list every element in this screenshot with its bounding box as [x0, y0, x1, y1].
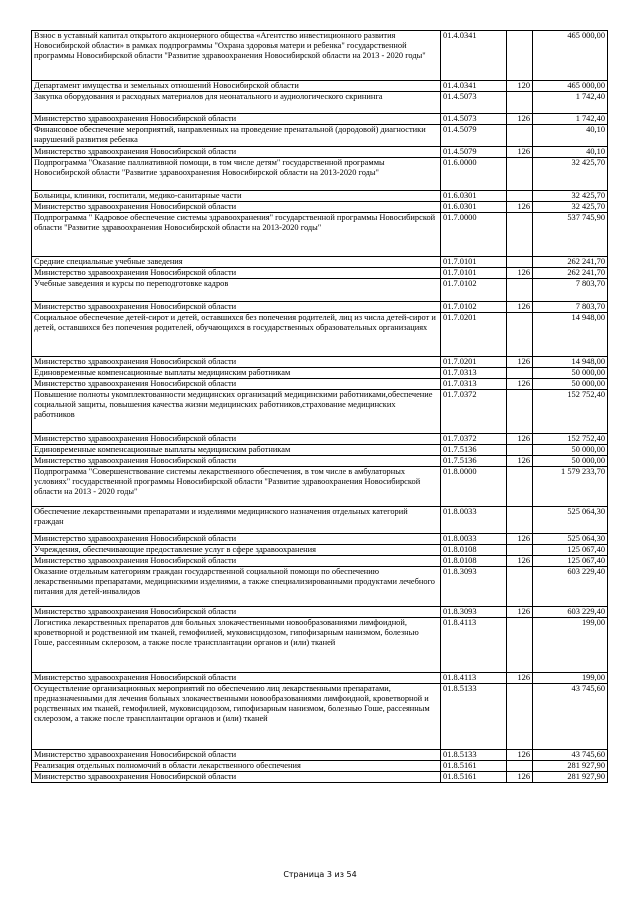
row-expense-type: [507, 257, 533, 268]
row-amount: 199,00: [533, 673, 608, 684]
row-expense-type: 126: [507, 202, 533, 213]
row-name: Министерство здравоохранения Новосибирской области: [32, 607, 441, 618]
row-name: Закупка оборудования и расходных материалов для неонатального и аудиологического скрининга: [32, 92, 441, 114]
row-code: 01.6.0301: [441, 202, 507, 213]
row-amount: 281 927,90: [533, 772, 608, 783]
budget-table: [31, 30, 608, 783]
row-expense-type: 126: [507, 534, 533, 545]
table-row: [32, 673, 608, 684]
row-expense-type: [507, 31, 533, 81]
row-expense-type: [507, 445, 533, 456]
row-name: Учреждения, обеспечивающие предоставление услуг в сфере здравоохранения: [32, 545, 441, 556]
row-code: 01.7.0101: [441, 268, 507, 279]
row-name: Министерство здравоохранения Новосибирской области: [32, 114, 441, 125]
row-amount: 603 229,40: [533, 567, 608, 607]
row-amount: 603 229,40: [533, 607, 608, 618]
row-name: Учебные заведения и курсы по переподготовке кадров: [32, 279, 441, 302]
row-amount: 262 241,70: [533, 257, 608, 268]
row-code: 01.4.5073: [441, 92, 507, 114]
row-code: 01.8.5133: [441, 684, 507, 750]
row-amount: 537 745,90: [533, 213, 608, 257]
row-amount: 152 752,40: [533, 390, 608, 434]
row-expense-type: [507, 158, 533, 191]
table-row: [32, 467, 608, 507]
row-expense-type: 126: [507, 607, 533, 618]
row-name: Оказание отдельным категориям граждан государственной социальной помощи по обеспечению лекарственными препаратами, медицинскими изделиями, а также специализированными продуктами лечебного питания для детей-инвалидов: [32, 567, 441, 607]
row-expense-type: 126: [507, 147, 533, 158]
table-row: [32, 390, 608, 434]
table-row: [32, 268, 608, 279]
table-row: [32, 81, 608, 92]
row-amount: 465 000,00: [533, 81, 608, 92]
table-row: [32, 92, 608, 114]
table-row: [32, 507, 608, 534]
budget-table-body: [32, 31, 608, 783]
row-amount: 32 425,70: [533, 202, 608, 213]
row-expense-type: [507, 213, 533, 257]
row-name: Министерство здравоохранения Новосибирской области: [32, 202, 441, 213]
row-expense-type: 126: [507, 673, 533, 684]
row-name: Министерство здравоохранения Новосибирской области: [32, 750, 441, 761]
table-row: [32, 445, 608, 456]
row-name: Подпрограмма "Совершенствование системы лекарственного обеспечения, в том числе в амбулаторных условиях" государственной программы Новосибирской области "Развитие здравоохранения Новосибирской области на 2013 - 2020 годы": [32, 467, 441, 507]
row-amount: 262 241,70: [533, 268, 608, 279]
row-name: Единовременные компенсационные выплаты медицинским работникам: [32, 445, 441, 456]
table-row: [32, 368, 608, 379]
row-code: 01.7.0201: [441, 357, 507, 368]
table-row: [32, 158, 608, 191]
row-expense-type: [507, 618, 533, 673]
row-amount: 125 067,40: [533, 545, 608, 556]
row-name: Министерство здравоохранения Новосибирской области: [32, 357, 441, 368]
row-expense-type: [507, 684, 533, 750]
row-code: 01.7.0102: [441, 302, 507, 313]
row-code: 01.4.0341: [441, 81, 507, 92]
row-expense-type: 126: [507, 379, 533, 390]
table-row: [32, 772, 608, 783]
row-expense-type: [507, 279, 533, 302]
row-expense-type: [507, 390, 533, 434]
row-amount: 50 000,00: [533, 379, 608, 390]
row-code: 01.7.0201: [441, 313, 507, 357]
row-code: 01.8.3093: [441, 567, 507, 607]
row-code: 01.8.0108: [441, 545, 507, 556]
table-row: [32, 125, 608, 147]
row-code: 01.8.3093: [441, 607, 507, 618]
table-row: [32, 545, 608, 556]
row-code: 01.4.5079: [441, 125, 507, 147]
table-row: [32, 31, 608, 81]
row-amount: 43 745,60: [533, 684, 608, 750]
row-amount: 50 000,00: [533, 368, 608, 379]
row-name: Министерство здравоохранения Новосибирской области: [32, 673, 441, 684]
table-row: [32, 618, 608, 673]
row-code: 01.7.0372: [441, 390, 507, 434]
table-row: [32, 302, 608, 313]
row-amount: 525 064,30: [533, 534, 608, 545]
row-code: 01.7.0102: [441, 279, 507, 302]
row-name: Обеспечение лекарственными препаратами и изделиями медицинского назначения отдельных категорий граждан: [32, 507, 441, 534]
table-row: [32, 556, 608, 567]
table-row: [32, 534, 608, 545]
table-row: [32, 357, 608, 368]
row-code: 01.6.0000: [441, 158, 507, 191]
row-name: Больницы, клиники, госпитали, медико-санитарные части: [32, 191, 441, 202]
row-amount: 465 000,00: [533, 31, 608, 81]
row-code: 01.7.0313: [441, 368, 507, 379]
row-code: 01.8.5133: [441, 750, 507, 761]
row-code: 01.7.0372: [441, 434, 507, 445]
row-amount: 1 742,40: [533, 92, 608, 114]
row-expense-type: 126: [507, 556, 533, 567]
row-expense-type: 126: [507, 434, 533, 445]
table-row: [32, 379, 608, 390]
row-amount: 152 752,40: [533, 434, 608, 445]
row-expense-type: 126: [507, 750, 533, 761]
page-footer: [0, 870, 640, 879]
row-expense-type: [507, 567, 533, 607]
row-amount: 50 000,00: [533, 445, 608, 456]
row-code: 01.8.5161: [441, 772, 507, 783]
row-expense-type: [507, 545, 533, 556]
row-name: Департамент имущества и земельных отношений Новосибирской области: [32, 81, 441, 92]
table-row: [32, 434, 608, 445]
row-name: Финансовое обеспечение мероприятий, направленных на проведение пренатальной (дородовой) диагностики нарушений развития ребенка: [32, 125, 441, 147]
row-expense-type: 126: [507, 302, 533, 313]
table-row: [32, 684, 608, 750]
row-expense-type: 126: [507, 456, 533, 467]
table-row: [32, 147, 608, 158]
row-name: Средние специальные учебные заведения: [32, 257, 441, 268]
table-row: [32, 202, 608, 213]
row-expense-type: 120: [507, 81, 533, 92]
table-row: [32, 607, 608, 618]
row-amount: 525 064,30: [533, 507, 608, 534]
row-expense-type: [507, 761, 533, 772]
row-expense-type: [507, 507, 533, 534]
row-code: 01.7.5136: [441, 445, 507, 456]
row-amount: 199,00: [533, 618, 608, 673]
row-name: Министерство здравоохранения Новосибирской области: [32, 456, 441, 467]
row-expense-type: [507, 313, 533, 357]
row-expense-type: [507, 368, 533, 379]
row-expense-type: [507, 191, 533, 202]
row-name: Министерство здравоохранения Новосибирской области: [32, 772, 441, 783]
row-name: Социальное обеспечение детей-сирот и детей, оставшихся без попечения родителей, лиц из числа детей-сирот и детей, оставшихся без попечения родителей, обучающихся в государственных образовательных организациях: [32, 313, 441, 357]
table-row: [32, 191, 608, 202]
row-expense-type: 126: [507, 357, 533, 368]
row-expense-type: 126: [507, 268, 533, 279]
table-row: [32, 456, 608, 467]
row-amount: 125 067,40: [533, 556, 608, 567]
row-name: Министерство здравоохранения Новосибирской области: [32, 147, 441, 158]
table-row: [32, 313, 608, 357]
row-amount: 1 579 233,70: [533, 467, 608, 507]
row-code: 01.6.0301: [441, 191, 507, 202]
row-amount: 7 803,70: [533, 302, 608, 313]
row-code: 01.7.5136: [441, 456, 507, 467]
row-amount: 281 927,90: [533, 761, 608, 772]
table-row: [32, 750, 608, 761]
row-code: 01.8.5161: [441, 761, 507, 772]
row-name: Реализация отдельных полномочий в области лекарственного обеспечения: [32, 761, 441, 772]
table-row: [32, 213, 608, 257]
row-name: Министерство здравоохранения Новосибирской области: [32, 268, 441, 279]
row-name: Повышение полноты укомплектованности медицинских организаций медицинскими работниками,обеспечение социальной защиты, повышения качества жизни медицинских работников,страхование медицинских работников: [32, 390, 441, 434]
row-name: Подпрограмма " Кадровое обеспечение системы здравоохранения" государственной программы Новосибирской области "Развитие здравоохранения Новосибирской области на 2013-2020 годы": [32, 213, 441, 257]
row-expense-type: 126: [507, 114, 533, 125]
row-amount: 1 742,40: [533, 114, 608, 125]
row-code: 01.8.0000: [441, 467, 507, 507]
table-row: [32, 567, 608, 607]
row-name: Подпрограмма "Оказание паллиативной помощи, в том числе детям" государственной программы Новосибирской области "Развитие здравоохранения Новосибирской области на 2013-2020 годы": [32, 158, 441, 191]
row-name: Единовременные компенсационные выплаты медицинским работникам: [32, 368, 441, 379]
row-amount: 40,10: [533, 147, 608, 158]
page-number: Страница 3 из 54: [283, 870, 357, 879]
row-code: 01.8.4113: [441, 673, 507, 684]
row-code: 01.7.0313: [441, 379, 507, 390]
row-code: 01.8.4113: [441, 618, 507, 673]
row-code: 01.4.0341: [441, 31, 507, 81]
row-name: Логистика лекарственных препаратов для больных злокачественными новообразованиями лимфоидной, кроветворной и родственной им тканей, гемофилией, муковисцидозом, гипофизарным нанизмом, болезнью Гоше, рассеянным склерозом, а также после трансплантации органов и (или) тканей: [32, 618, 441, 673]
row-name: Осуществление организационных мероприятий по обеспечению лиц лекарственными препаратами, предназначенными для лечения больных злокачественными новообразованиями лимфоидной, кроветворной и родственных им тканей, гемофилией, муковисцидозом, гипофизарным нанизмом, болезнью Гоше, рассеянным склерозом, а также после трансплантации органов и (или) тканей: [32, 684, 441, 750]
row-code: 01.7.0000: [441, 213, 507, 257]
row-amount: 14 948,00: [533, 357, 608, 368]
row-name: Министерство здравоохранения Новосибирской области: [32, 379, 441, 390]
table-row: [32, 279, 608, 302]
row-code: 01.7.0101: [441, 257, 507, 268]
row-expense-type: [507, 125, 533, 147]
row-amount: 14 948,00: [533, 313, 608, 357]
row-amount: 50 000,00: [533, 456, 608, 467]
row-code: 01.4.5073: [441, 114, 507, 125]
row-expense-type: [507, 467, 533, 507]
table-row: [32, 257, 608, 268]
row-expense-type: 126: [507, 772, 533, 783]
row-amount: 7 803,70: [533, 279, 608, 302]
row-amount: 32 425,70: [533, 158, 608, 191]
row-amount: 40,10: [533, 125, 608, 147]
row-name: Министерство здравоохранения Новосибирской области: [32, 556, 441, 567]
table-row: [32, 761, 608, 772]
row-code: 01.8.0033: [441, 507, 507, 534]
row-name: Министерство здравоохранения Новосибирской области: [32, 302, 441, 313]
table-row: [32, 114, 608, 125]
row-expense-type: [507, 92, 533, 114]
row-code: 01.4.5079: [441, 147, 507, 158]
row-amount: 43 745,60: [533, 750, 608, 761]
row-amount: 32 425,70: [533, 191, 608, 202]
row-name: Министерство здравоохранения Новосибирской области: [32, 434, 441, 445]
row-name: Взнос в уставный капитал открытого акционерного общества «Агентство инвестиционного развития Новосибирской области» в рамках подпрограммы "Охрана здоровья матери и ребенка" государственной программы Новосибирской области "Развитие здравоохранения Новосибирской области на 2013 - 2020 годы": [32, 31, 441, 81]
row-name: Министерство здравоохранения Новосибирской области: [32, 534, 441, 545]
row-code: 01.8.0108: [441, 556, 507, 567]
row-code: 01.8.0033: [441, 534, 507, 545]
